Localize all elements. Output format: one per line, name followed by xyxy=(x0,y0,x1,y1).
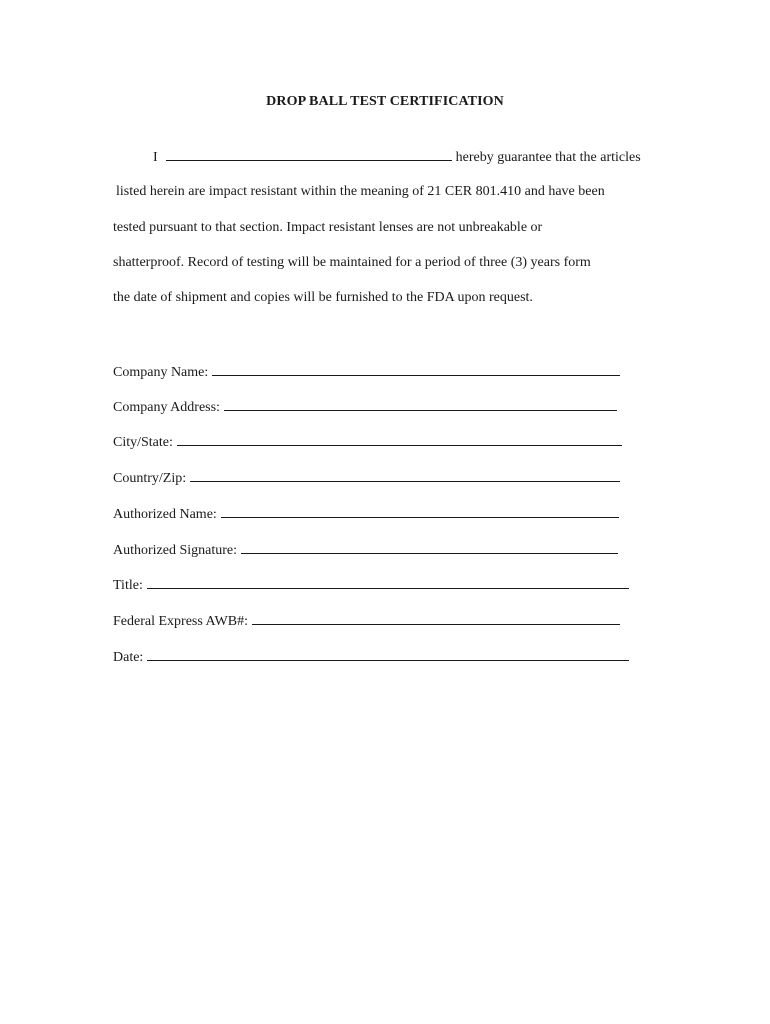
company-name-field xyxy=(113,363,620,381)
intro-suffix: hereby guarantee that the articles xyxy=(455,150,641,165)
authorized-signature-blank[interactable] xyxy=(241,541,618,554)
authorized-signature-field xyxy=(113,541,618,559)
city-state-field xyxy=(113,433,622,451)
title-blank[interactable] xyxy=(147,576,629,589)
country-zip-field xyxy=(113,469,620,487)
date-blank[interactable] xyxy=(147,648,629,661)
body-line-3: shatterproof. Record of testing will be maintained for a period of three (3) years form xyxy=(113,255,591,270)
body-line-4: the date of shipment and copies will be furnished to the FDA upon request. xyxy=(113,290,533,305)
awb-blank[interactable] xyxy=(252,612,620,625)
field-label: Date: xyxy=(113,650,144,665)
company-address-field xyxy=(113,398,617,416)
city-state-blank[interactable] xyxy=(177,433,622,446)
intro-line xyxy=(153,148,641,166)
field-label: Country/Zip: xyxy=(113,471,187,486)
field-label: Authorized Signature: xyxy=(113,543,238,558)
field-label: Title: xyxy=(113,578,143,593)
field-label: Company Name: xyxy=(113,365,209,380)
field-label: Authorized Name: xyxy=(113,507,217,522)
field-label: Federal Express AWB#: xyxy=(113,614,248,629)
document-title: DROP BALL TEST CERTIFICATION xyxy=(266,94,504,109)
guarantor-name-blank[interactable] xyxy=(166,148,452,161)
company-address-blank[interactable] xyxy=(224,398,617,411)
awb-field xyxy=(113,612,620,630)
field-label: City/State: xyxy=(113,435,173,450)
authorized-name-blank[interactable] xyxy=(221,505,619,518)
body-line-2: tested pursuant to that section. Impact resistant lenses are not unbreakable or xyxy=(113,220,543,235)
company-name-blank[interactable] xyxy=(212,363,620,376)
title-field xyxy=(113,576,629,594)
date-field xyxy=(113,648,629,666)
authorized-name-field xyxy=(113,505,619,523)
field-label: Company Address: xyxy=(113,400,220,415)
country-zip-blank[interactable] xyxy=(190,469,620,482)
intro-prefix: I xyxy=(153,150,158,165)
body-line-1: listed herein are impact resistant within the meaning of 21 CER 801.410 and have been xyxy=(116,184,605,199)
